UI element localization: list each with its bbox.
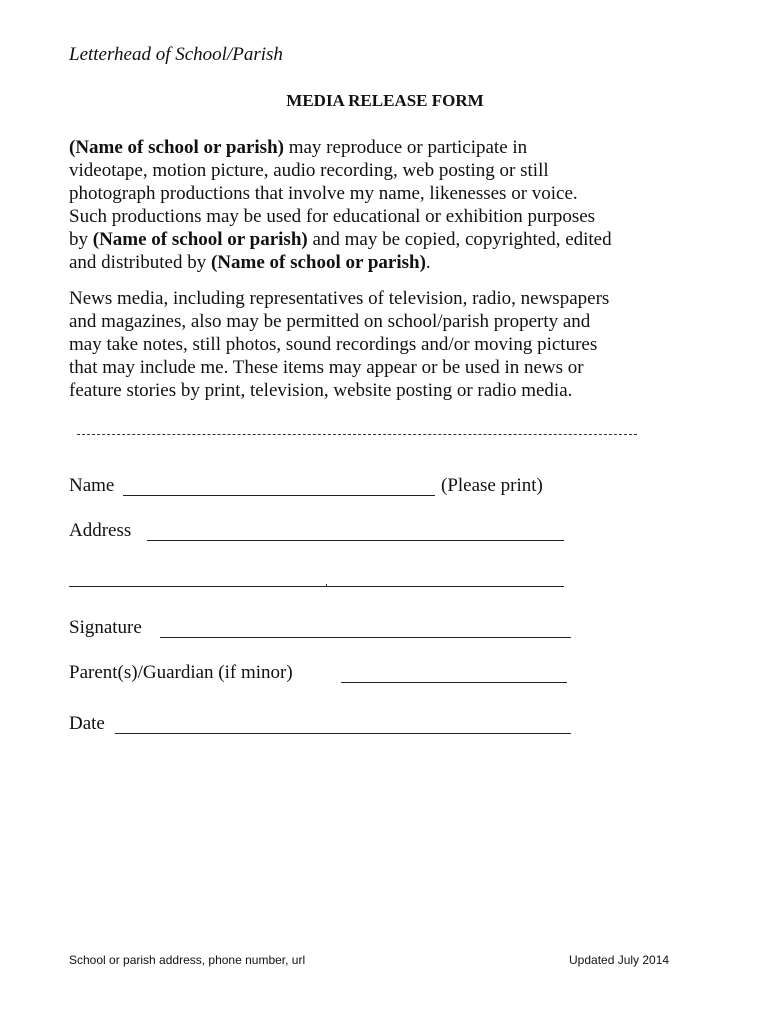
paragraph-text: and distributed by	[69, 252, 211, 273]
paragraph-line	[69, 228, 709, 251]
signature-label: Signature	[69, 617, 142, 638]
paragraph-line: may take notes, still photos, sound recordings and/or moving pictures	[69, 334, 598, 355]
footer-contact: School or parish address, phone number, url	[69, 953, 306, 967]
school-name-placeholder: (Name of school or parish)	[210, 252, 426, 273]
rule-tick	[326, 584, 327, 587]
paragraph-text: may reproduce or participate in	[283, 137, 528, 158]
paragraph-line	[69, 251, 709, 274]
form-title: MEDIA RELEASE FORM	[286, 91, 484, 110]
cut-line-divider	[77, 425, 637, 441]
name-blank[interactable]	[123, 495, 435, 496]
letterhead: Letterhead of School/Parish	[69, 44, 283, 65]
paragraph-line: and magazines, also may be permitted on school/parish property and	[69, 311, 591, 332]
paragraph-line: videotape, motion picture, audio recording, web posting or still	[69, 160, 549, 181]
address-blank[interactable]	[147, 540, 564, 541]
school-name-placeholder: (Name of school or parish)	[92, 229, 308, 250]
name-label: Name	[69, 475, 115, 496]
signature-field	[69, 616, 572, 642]
address-blank-2[interactable]	[69, 586, 564, 587]
paragraph-line: photograph productions that involve my name, likenesses or voice.	[69, 183, 578, 204]
release-paragraph	[69, 136, 709, 274]
please-print-note: (Please print)	[441, 475, 543, 496]
guardian-blank[interactable]	[341, 682, 567, 683]
guardian-field	[69, 661, 572, 687]
address-line-2	[69, 565, 569, 591]
guardian-label: Parent(s)/Guardian (if minor)	[69, 662, 293, 683]
footer-updated: Updated July 2014	[569, 953, 670, 967]
paragraph-line	[69, 136, 709, 159]
address-label: Address	[69, 520, 132, 541]
signature-blank[interactable]	[160, 637, 571, 638]
date-blank[interactable]	[115, 733, 571, 734]
name-field	[69, 474, 569, 500]
paragraph-text: .	[425, 252, 431, 273]
paragraph-line: News media, including representatives of television, radio, newspapers	[69, 288, 610, 309]
paragraph-line: that may include me. These items may appear or be used in news or	[69, 357, 584, 378]
address-field	[69, 519, 569, 545]
paragraph-text: by	[69, 229, 93, 250]
paragraph-line: Such productions may be used for educational or exhibition purposes	[69, 206, 596, 227]
date-label: Date	[69, 713, 105, 734]
date-field	[69, 712, 572, 738]
school-name-placeholder: (Name of school or parish)	[69, 137, 284, 158]
paragraph-line: feature stories by print, television, website posting or radio media.	[69, 380, 573, 401]
paragraph-text: and may be copied, copyrighted, edited	[307, 229, 612, 250]
news-media-paragraph	[69, 287, 709, 402]
